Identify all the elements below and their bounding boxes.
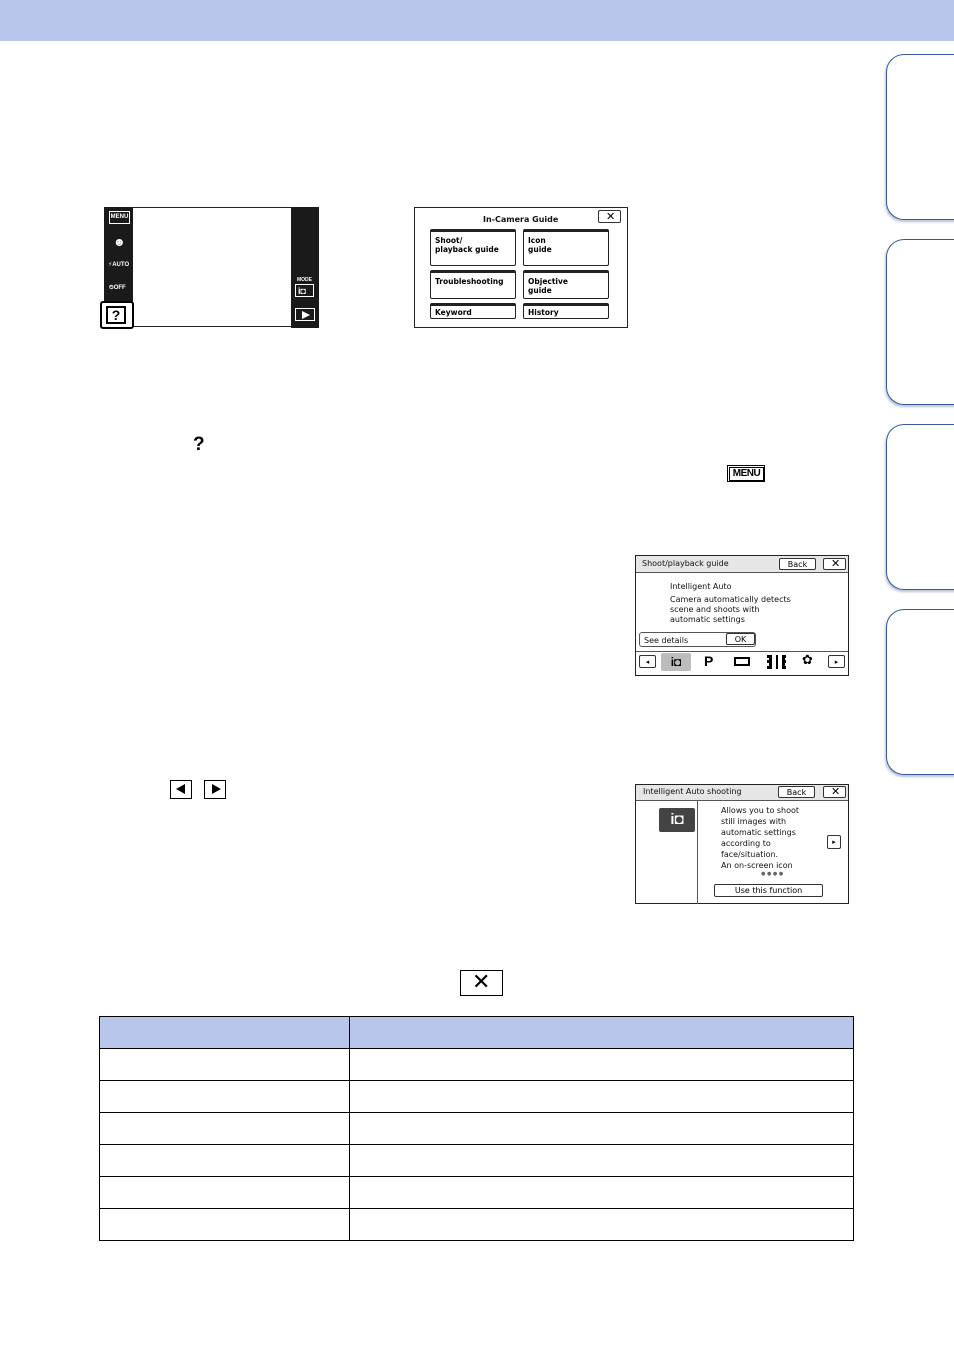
side-tab-3[interactable] [886,424,954,590]
icon-guide-button[interactable]: Icon guide [523,229,609,266]
see-details-label: See details [644,636,689,645]
viewfinder-area [133,207,291,327]
table-cell [100,1145,350,1177]
description-line: Camera automatically detects [670,595,791,604]
left-arrow-key [170,780,192,799]
smile-icon[interactable]: ☻ [113,235,126,249]
in-camera-guide-screen [414,207,628,328]
history-button[interactable]: History [523,303,609,319]
description-line: face/situation. [721,850,779,859]
right-arrow-key [204,780,226,799]
shooting-screen [104,207,319,328]
table-cell [350,1081,854,1113]
divider [697,800,698,904]
close-key [460,970,503,996]
keyword-button[interactable]: Keyword [430,303,516,319]
intelligent-auto-mode-label: i [670,655,675,669]
intelligent-auto-mode-icon[interactable]: i◘ [661,653,691,671]
close-icon: ✕ [831,786,841,798]
playback-button[interactable] [295,308,315,321]
table-row [100,1145,854,1177]
intelligent-auto-large-icon: i◘ [659,808,695,832]
table-header-row [100,1017,854,1049]
table-row [100,1177,854,1209]
table-cell [100,1049,350,1081]
side-tab-1[interactable] [886,54,954,220]
panorama-mode-icon[interactable] [734,657,750,666]
table-cell [100,1177,350,1209]
table-cell [100,1113,350,1145]
table-row [100,1113,854,1145]
menu-key-icon [727,465,765,482]
close-button[interactable] [823,558,846,570]
side-tab-4[interactable] [886,609,954,775]
ok-button[interactable]: OK [726,633,755,645]
page-indicator: ● ● ● ● [761,871,784,877]
screen-title: Intelligent Auto shooting [643,787,742,796]
intelligent-auto-mode-label: i [298,286,301,296]
description-line: still images with [721,817,787,826]
side-tab-2[interactable] [886,239,954,405]
mode-name: Intelligent Auto [670,582,732,591]
back-button[interactable]: Back [779,558,816,570]
menu-key-label: MENU [729,467,764,481]
movie-mode-icon[interactable] [767,655,786,669]
shoot-playback-guide-button[interactable]: Shoot/ playback guide [430,229,516,266]
play-icon [302,311,310,319]
description-line: An on-screen icon [721,861,793,870]
next-arrow-button[interactable]: ▸ [828,655,845,668]
close-key-icon: ✕ [472,969,491,994]
table-cell [350,1177,854,1209]
table-row [100,1049,854,1081]
table-cell [350,1049,854,1081]
table-cell [350,1113,854,1145]
description-line: automatic settings [670,615,745,624]
table-cell [350,1209,854,1241]
self-timer-off-label: OFF [113,285,126,291]
screen-title: Shoot/playback guide [642,559,729,568]
objective-guide-button[interactable]: Objective guide [523,270,609,299]
in-camera-guide-title: In-Camera Guide [483,215,559,224]
flash-auto-icon[interactable]: ⚡AUTO [108,262,130,268]
prev-arrow-button[interactable]: ◂ [639,655,656,668]
header-bar [0,0,954,41]
left-arrow-icon [176,784,185,794]
close-icon: ✕ [606,211,616,223]
menu-icon[interactable]: MENU [109,211,130,224]
function-table [99,1016,854,1241]
back-button[interactable]: Back [778,786,815,798]
next-page-button[interactable]: ▸ [827,835,841,849]
scene-mode-icon[interactable]: ✿ [802,652,813,667]
self-timer-off-icon[interactable]: ⏲OFF [109,285,126,291]
table-row [100,1209,854,1241]
table-cell [350,1145,854,1177]
table-header-cell [350,1017,854,1049]
description-line: according to [721,839,771,848]
close-button[interactable] [823,786,846,798]
help-button[interactable] [100,301,134,329]
shoot-playback-guide-screen [635,555,849,676]
flash-auto-label: AUTO [112,262,130,268]
description-line: automatic settings [721,828,796,837]
intelligent-auto-mode-icon[interactable]: i◘ [295,284,314,297]
table-cell [100,1209,350,1241]
troubleshooting-button[interactable]: Troubleshooting [430,270,516,299]
intelligent-auto-shooting-screen [635,784,849,904]
description-line: Allows you to shoot [721,806,800,815]
program-mode-icon[interactable]: P [704,653,714,669]
table-header-cell [100,1017,350,1049]
right-arrow-icon [212,784,221,794]
close-icon: ✕ [831,558,841,570]
close-button[interactable] [598,210,621,223]
help-icon: ? [106,306,126,324]
use-this-function-button[interactable]: Use this function [714,884,823,897]
help-question-icon: ? [193,434,205,455]
mode-label: MODE [297,277,312,283]
table-row [100,1081,854,1113]
description-line: scene and shoots with [670,605,760,614]
table-cell [100,1081,350,1113]
